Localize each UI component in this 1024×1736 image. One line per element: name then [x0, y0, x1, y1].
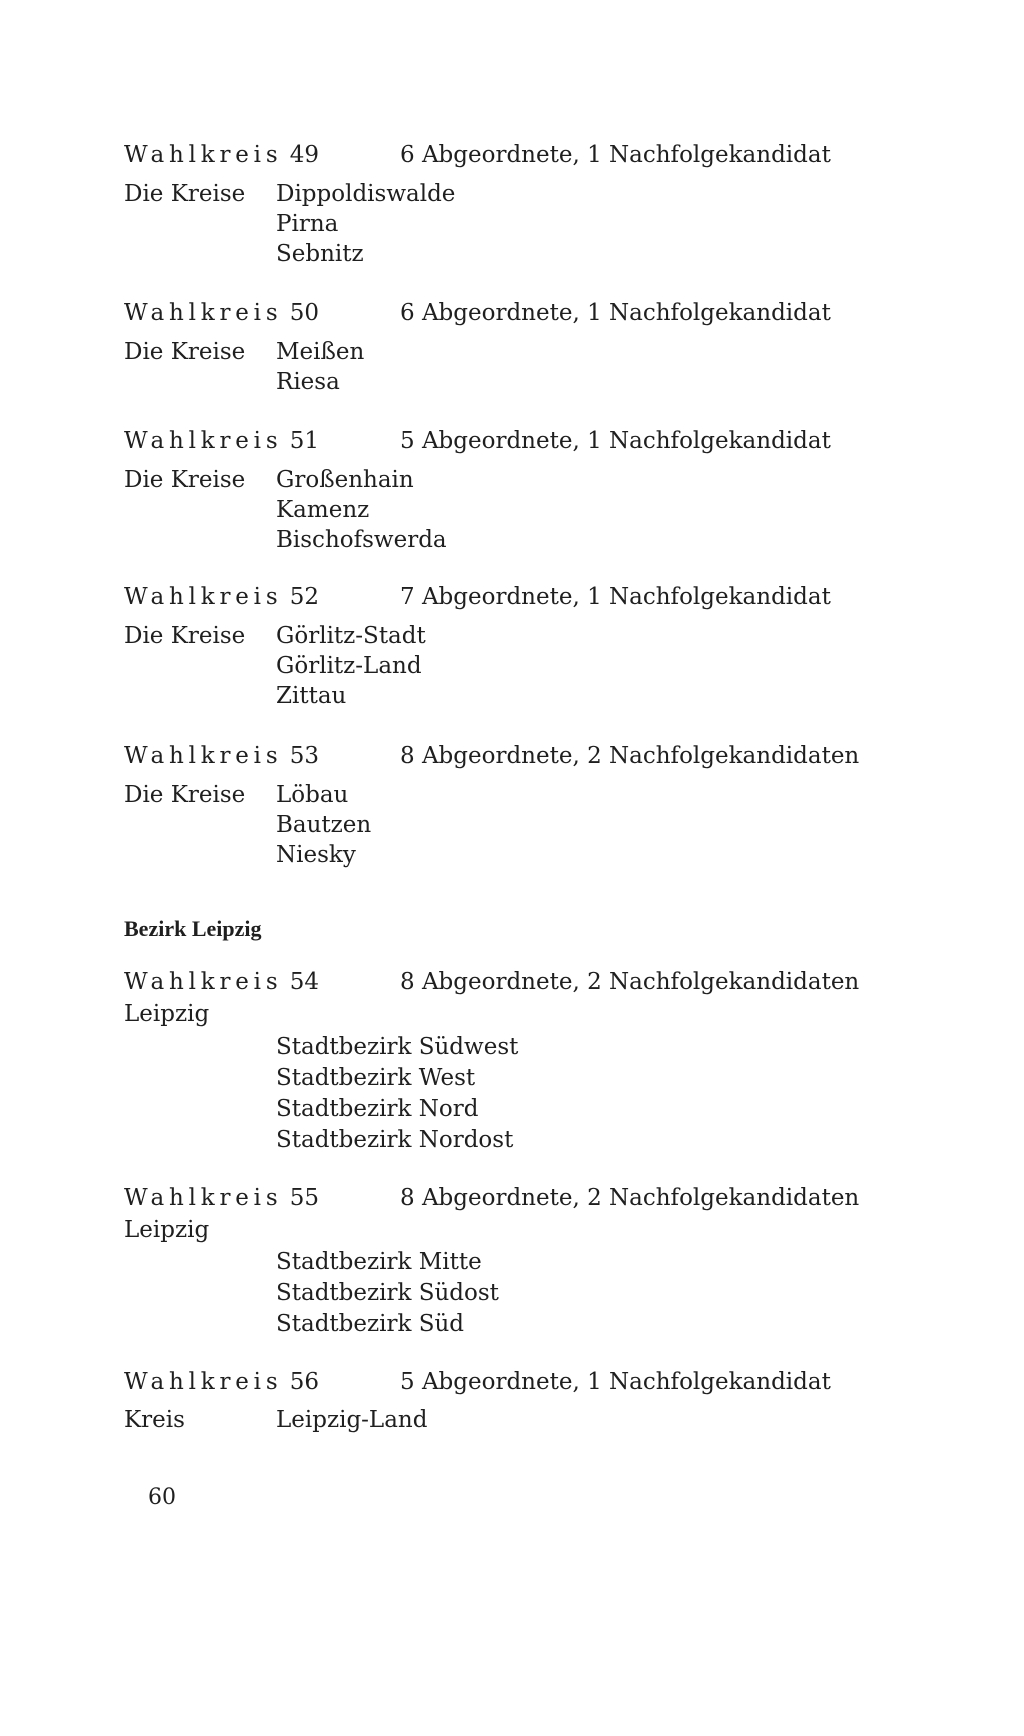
wahlkreis-heading — [124, 582, 319, 612]
wahlkreis-heading — [124, 140, 319, 170]
page-number: 60 — [148, 1485, 176, 1510]
wahlkreis-number: 50 — [289, 300, 320, 326]
area-name: Stadtbezirk Nord — [276, 1096, 479, 1122]
wahlkreis-seats: 6 Abgeordnete, 1 Nachfolgekandidat — [400, 142, 831, 168]
area-name: Großenhain — [276, 467, 414, 493]
wahlkreis-word: Wahlkreis — [124, 1369, 283, 1395]
wahlkreis-seats: 8 Abgeordnete, 2 Nachfolgekandidaten — [400, 743, 860, 769]
area-name: Görlitz-Stadt — [276, 623, 426, 649]
wahlkreis-heading — [124, 967, 319, 997]
wahlkreis-word: Wahlkreis — [124, 743, 283, 769]
area-name: Dippoldiswalde — [276, 181, 456, 207]
area-label: Leipzig — [124, 1001, 210, 1027]
wahlkreis-seats: 5 Abgeordnete, 1 Nachfolgekandidat — [400, 428, 831, 454]
wahlkreis-heading — [124, 741, 319, 771]
area-name: Kamenz — [276, 497, 370, 523]
area-name: Zittau — [276, 683, 347, 709]
wahlkreis-number: 54 — [289, 969, 320, 995]
area-name: Leipzig-Land — [276, 1407, 428, 1433]
area-name: Stadtbezirk Südwest — [276, 1034, 519, 1060]
area-name: Riesa — [276, 369, 340, 395]
area-name: Stadtbezirk Süd — [276, 1311, 465, 1337]
area-label: Die Kreise — [124, 339, 246, 365]
wahlkreis-word: Wahlkreis — [124, 300, 283, 326]
wahlkreis-number: 55 — [289, 1185, 320, 1211]
wahlkreis-word: Wahlkreis — [124, 142, 283, 168]
area-name: Stadtbezirk Mitte — [276, 1249, 482, 1275]
area-label: Leipzig — [124, 1217, 210, 1243]
area-label: Die Kreise — [124, 181, 246, 207]
section-title: Bezirk Leipzig — [124, 916, 262, 941]
area-name: Pirna — [276, 211, 339, 237]
wahlkreis-number: 49 — [289, 142, 320, 168]
area-label: Kreis — [124, 1407, 185, 1433]
area-label: Die Kreise — [124, 623, 246, 649]
area-name: Bautzen — [276, 812, 372, 838]
wahlkreis-heading — [124, 1183, 319, 1213]
wahlkreis-seats: 6 Abgeordnete, 1 Nachfolgekandidat — [400, 300, 831, 326]
area-label: Die Kreise — [124, 467, 246, 493]
wahlkreis-seats: 8 Abgeordnete, 2 Nachfolgekandidaten — [400, 1185, 860, 1211]
wahlkreis-word: Wahlkreis — [124, 969, 283, 995]
wahlkreis-word: Wahlkreis — [124, 428, 283, 454]
area-name: Stadtbezirk Nordost — [276, 1127, 514, 1153]
area-name: Meißen — [276, 339, 365, 365]
area-name: Sebnitz — [276, 241, 364, 267]
area-name: Stadtbezirk Südost — [276, 1280, 499, 1306]
wahlkreis-heading — [124, 298, 319, 328]
wahlkreis-number: 52 — [289, 584, 320, 610]
wahlkreis-number: 56 — [289, 1369, 320, 1395]
wahlkreis-seats: 7 Abgeordnete, 1 Nachfolgekandidat — [400, 584, 831, 610]
wahlkreis-word: Wahlkreis — [124, 584, 283, 610]
area-name: Stadtbezirk West — [276, 1065, 476, 1091]
area-name: Löbau — [276, 782, 349, 808]
wahlkreis-word: Wahlkreis — [124, 1185, 283, 1211]
wahlkreis-seats: 5 Abgeordnete, 1 Nachfolgekandidat — [400, 1369, 831, 1395]
area-name: Bischofswerda — [276, 527, 447, 553]
wahlkreis-seats: 8 Abgeordnete, 2 Nachfolgekandidaten — [400, 969, 860, 995]
wahlkreis-heading — [124, 1367, 319, 1397]
wahlkreis-heading — [124, 426, 319, 456]
wahlkreis-number: 53 — [289, 743, 320, 769]
area-name: Görlitz-Land — [276, 653, 422, 679]
area-label: Die Kreise — [124, 782, 246, 808]
area-name: Niesky — [276, 842, 356, 868]
wahlkreis-number: 51 — [289, 428, 320, 454]
